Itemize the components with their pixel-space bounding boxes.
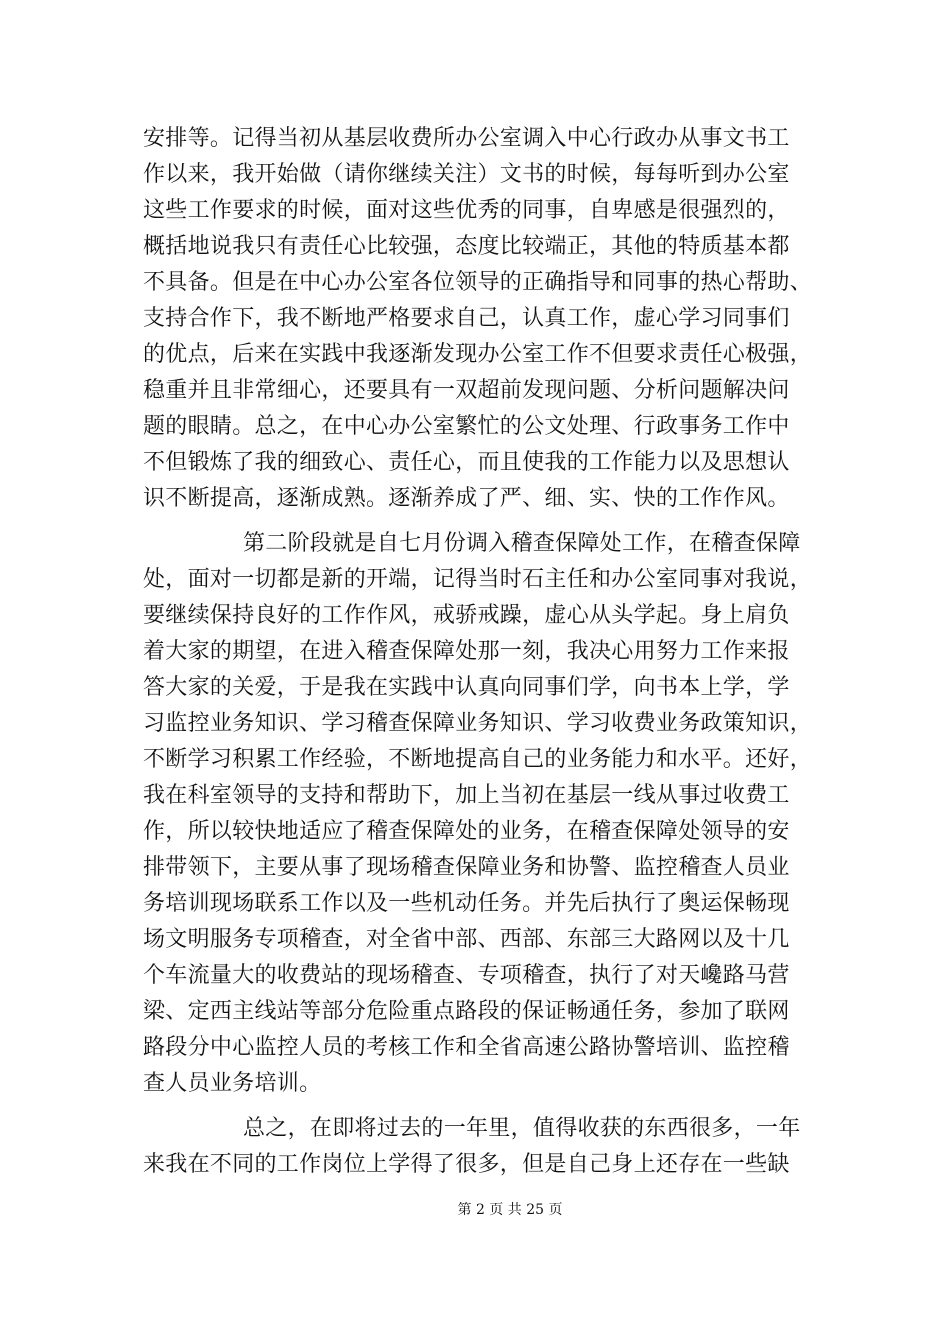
text-line: 安排等。记得当初从基层收费所办公室调入中心行政办从事文书工 <box>143 126 790 151</box>
page-number-footer: 第 2 页 共 25 页 <box>457 1202 563 1218</box>
paragraph-start-line: 第二阶段就是自七月份调入稽查保障处工作，在稽查保障 <box>243 531 801 556</box>
text-line: 不断学习积累工作经验，不断地提高自己的业务能力和水平。还好， <box>143 747 813 772</box>
text-line: 这些工作要求的时候，面对这些优秀的同事，自卑感是很强烈的， <box>143 198 790 223</box>
paragraph-start-line: 总之，在即将过去的一年里，值得收获的东西很多，一年 <box>243 1116 801 1141</box>
text-line: 支持合作下，我不断地严格要求自己，认真工作，虚心学习同事们 <box>143 306 790 331</box>
text-line: 题的眼睛。总之，在中心办公室繁忙的公文处理、行政事务工作中 <box>143 414 790 439</box>
text-line: 不但锻炼了我的细致心、责任心，而且使我的工作能力以及思想认 <box>143 450 790 475</box>
text-line: 我在科室领导的支持和帮助下，加上当初在基层一线从事过收费工 <box>143 783 790 808</box>
text-line: 场文明服务专项稽查，对全省中部、西部、东部三大路网以及十几 <box>143 927 790 952</box>
text-line: 作，所以较快地适应了稽查保障处的业务，在稽查保障处领导的安 <box>143 819 790 844</box>
text-line: 路段分中心监控人员的考核工作和全省高速公路协警培训、监控稽 <box>143 1035 790 1060</box>
text-line: 查人员业务培训。 <box>143 1071 322 1096</box>
text-line: 来我在不同的工作岗位上学得了很多，但是自己身上还存在一些缺 <box>143 1152 790 1177</box>
text-line: 梁、定西主线站等部分危险重点路段的保证畅通任务，参加了联网 <box>143 999 790 1024</box>
text-line: 务培训现场联系工作以及一些机动任务。并先后执行了奥运保畅现 <box>143 891 790 916</box>
text-line: 不具备。但是在中心办公室各位领导的正确指导和同事的热心帮助、 <box>143 270 813 295</box>
text-line: 稳重并且非常细心，还要具有一双超前发现问题、分析问题解决问 <box>143 378 790 403</box>
text-line: 排带领下，主要从事了现场稽查保障业务和协警、监控稽查人员业 <box>143 855 790 880</box>
text-line: 个车流量大的收费站的现场稽查、专项稽查，执行了对天巉路马营 <box>143 963 790 988</box>
text-line: 的优点，后来在实践中我逐渐发现办公室工作不但要求责任心极强， <box>143 342 813 367</box>
text-line: 处，面对一切都是新的开端，记得当时石主任和办公室同事对我说， <box>143 567 813 592</box>
text-line: 习监控业务知识、学习稽查保障业务知识、学习收费业务政策知识， <box>143 711 813 736</box>
text-line: 答大家的关爱，于是我在实践中认真向同事们学，向书本上学，学 <box>143 675 790 700</box>
text-line: 识不断提高，逐渐成熟。逐渐养成了严、细、实、快的工作作风。 <box>143 486 790 511</box>
text-line: 作以来，我开始做（请你继续关注）文书的时候，每每听到办公室 <box>143 162 790 187</box>
text-line: 要继续保持良好的工作作风，戒骄戒躁，虚心从头学起。身上肩负 <box>143 603 790 628</box>
text-line: 着大家的期望，在进入稽查保障处那一刻，我决心用努力工作来报 <box>143 639 790 664</box>
text-line: 概括地说我只有责任心比较强，态度比较端正，其他的特质基本都 <box>143 234 790 259</box>
